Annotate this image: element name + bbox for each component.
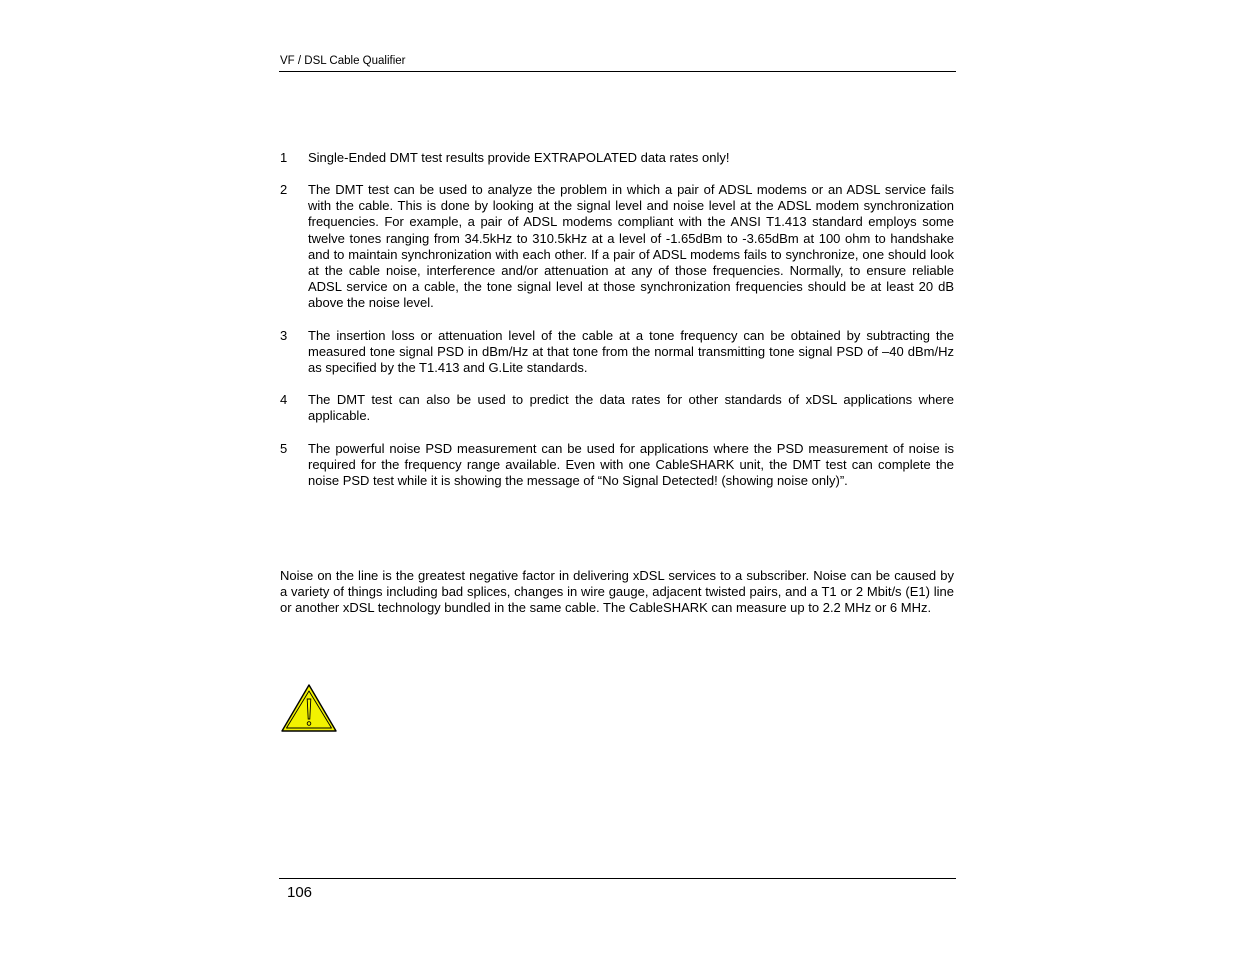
note-item [280,328,954,377]
note-text: The DMT test can also be used to predict the data rates for other standards of xDSL applications where applicable. [308,392,954,424]
note-item [280,182,954,312]
note-item [280,441,954,490]
note-number: 1 [280,150,288,165]
header-title: VF / DSL Cable Qualifier [280,55,406,67]
warning-triangle-icon [280,683,338,733]
note-text: The insertion loss or attenuation level of the cable at a tone frequency can be obtained by subtracting the measured tone signal PSD in dBm/Hz at that tone from the normal transmitting tone signal PSD of –40 dBm/Hz as specified by the T1.413 and G.Lite standards. [308,328,954,376]
note-number: 5 [280,441,288,456]
note-item [280,150,954,166]
note-text: The powerful noise PSD measurement can be used for applications where the PSD measurement of noise is required for the frequency range available. Even with one CableSHARK unit, the DMT test can complete the noise PSD test while it is showing the message of “No Signal Detected! (showing noise only)”. [308,441,954,489]
note-text: Single-Ended DMT test results provide EXTRAPOLATED data rates only! [308,150,730,165]
note-number: 2 [280,182,288,197]
note-item [280,392,954,424]
note-number: 3 [280,328,288,343]
header-divider [279,71,956,72]
page-number: 106 [287,884,313,901]
footer-divider [279,878,956,879]
note-number: 4 [280,392,288,407]
noise-paragraph: Noise on the line is the greatest negative factor in delivering xDSL services to a subscriber. Noise can be caused by a variety of things including bad splices, changes in wire gauge, adjacent twisted pairs, and a T1 or 2 Mbit/s (E1) line or another xDSL technology bundled in the same cable. The CableSHARK can measure up to 2.2 MHz or 6 MHz. [280,568,954,616]
note-text: The DMT test can be used to analyze the problem in which a pair of ADSL modems or an ADSL service fails with the cable. This is done by looking at the signal level and noise level at the ADSL modem synchronization frequencies. For example, a pair of ADSL modems compliant with the ANSI T1.413 standard employs some twelve tones ranging from 34.5kHz to 310.5kHz at a level of -1.65dBm to -3.65dBm at 100 ohm to handshake and to maintain synchronization with each other. If a pair of ADSL modems fails to synchronize, one should look at the cable noise, interference and/or attenuation at any of those frequencies. Normally, to ensure reliable ADSL service on a cable, the tone signal level at those synchronization frequencies should be at least 20 dB above the noise level. [308,182,954,311]
